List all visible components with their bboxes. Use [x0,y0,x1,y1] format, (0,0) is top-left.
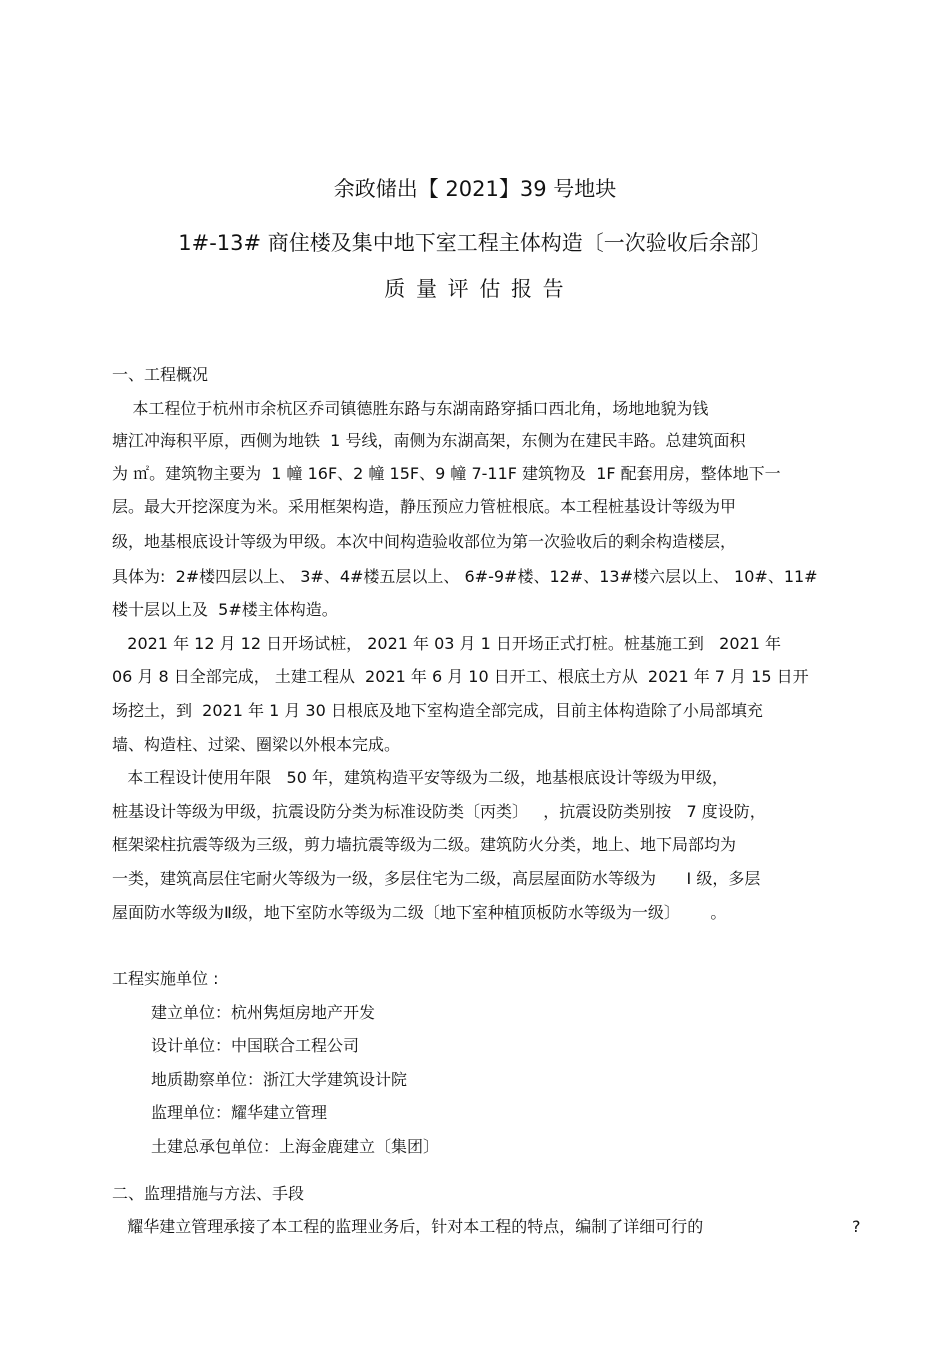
report-title: 质 量 评 估 报 告 [384,277,566,301]
para-line: 层。最大开挖深度为米。采用框架构造，静压预应力管桩根底。本工程桩基设计等级为甲 [112,497,737,516]
unknown-glyph: ? [852,1217,861,1236]
unit-item: 地质勘察单位：浙江大学建筑设计院 [151,1070,408,1089]
title-line-2: 1#-13# 商住楼及集中地下室工程主体构造〔一次验收后余部〕 [178,231,772,255]
para-line: 场挖土，到 2021 年 1 月 30 日根底及地下室构造全部完成，目前主体构造除了小局部填充 [112,701,763,720]
para-line: 墙、构造柱、过梁、圈梁以外根本完成。 [112,735,401,754]
unit-item: 监理单位：耀华建立管理 [151,1103,328,1122]
para-line: 楼十层以上及 5#楼主体构造。 [112,600,338,619]
para-line: 塘江冲海积平原，西侧为地铁 1 号线，南侧为东湖高架，东侧为在建民丰路。总建筑面积 [112,431,746,450]
section-heading-overview: 一、工程概况 [112,365,209,384]
para-line: 具体为: 2#楼四层以上、 3#、4#楼五层以上、 6#-9#楼、12#、13#楼六层以上、 10#、11# [112,567,818,586]
para-line: 本工程位于杭州市余杭区乔司镇德胜东路与东湖南路穿插口西北角，场地地貌为钱 [112,399,709,418]
para-line: 2021 年 12 月 12 日开场试桩， 2021 年 03 月 1 日开场正式打桩。桩基施工到 2021 年 [112,634,781,653]
para-line: 为 ㎡。建筑物主要为 1 幢 16F、2 幢 15F、9 幢 7-11F 建筑物及 1F 配套用房，整体地下一 [112,464,781,483]
para-line: 级，地基根底设计等级为甲级。本次中间构造验收部位为第一次验收后的剩余构造楼层， [112,532,737,551]
units-heading: 工程实施单位 : [112,969,219,988]
para-line: 06 月 8 日全部完成， 土建工程从 2021 年 6 月 10 日开工、根底土方从 2021 年 7 月 15 日开 [112,667,809,686]
title-line-1: 余政储出【 2021】39 号地块 [333,177,617,201]
unit-item: 设计单位：中国联合工程公司 [151,1036,360,1055]
para-line: 耀华建立管理承接了本工程的监理业务后，针对本工程的特点，编制了详细可行的 [112,1217,704,1236]
unit-item: 土建总承包单位：上海金鹿建立〔集团〕 [151,1137,440,1156]
section-heading-supervision: 二、监理措施与方法、手段 [112,1184,305,1203]
para-line: 框架梁柱抗震等级为三级，剪力墙抗震等级为二级。建筑防火分类，地上、地下局部均为 [112,835,737,854]
para-line: 本工程设计使用年限 50 年，建筑构造平安等级为二级，地基根底设计等级为甲级， [112,768,728,787]
para-line: 一类，建筑高层住宅耐火等级为一级，多层住宅为二级，高层屋面防水等级为 Ⅰ 级，多层 [112,869,761,888]
para-line: 桩基设计等级为甲级，抗震设防分类为标准设防类〔丙类〕 ，抗震设防类别按 7 度设防， [112,802,766,821]
unit-item: 建立单位：杭州隽烜房地产开发 [151,1003,376,1022]
para-line: 屋面防水等级为Ⅱ级，地下室防水等级为二级〔地下室种植顶板防水等级为一级〕 。 [112,903,727,922]
